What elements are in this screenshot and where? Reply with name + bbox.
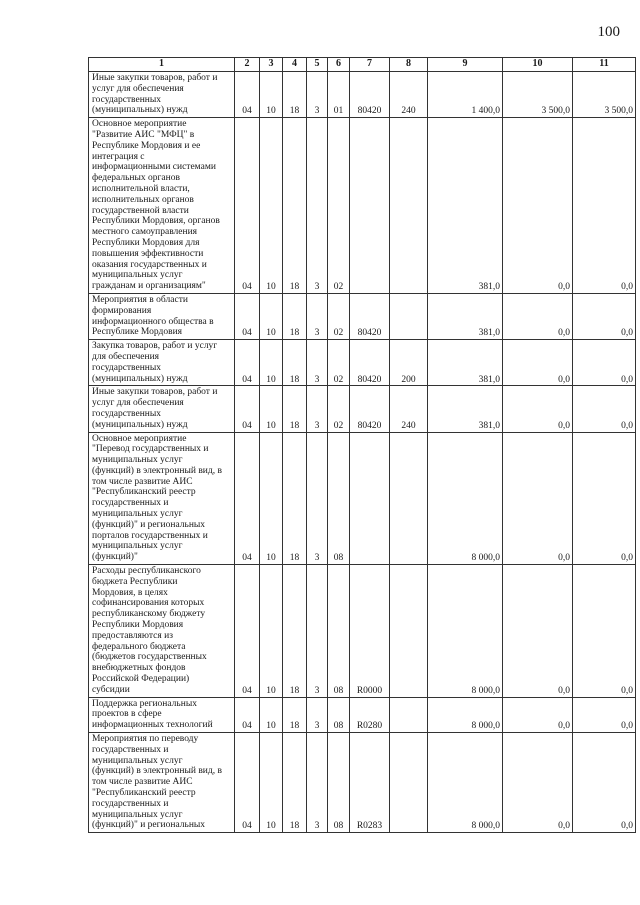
cell-col-6: 02 [328, 118, 350, 294]
row-description [89, 386, 235, 432]
row-description [89, 118, 235, 294]
column-header: 8 [390, 58, 428, 72]
cell-col-9: 1 400,0 [428, 72, 503, 118]
cell-col-10: 0,0 [503, 340, 573, 386]
cell-col-3: 10 [260, 118, 283, 294]
cell-col-9: 381,0 [428, 118, 503, 294]
cell-col-11: 0,0 [573, 565, 636, 698]
table-header-row [89, 58, 636, 72]
cell-col-3: 10 [260, 565, 283, 698]
cell-col-8: 200 [390, 340, 428, 386]
row-description [89, 697, 235, 732]
cell-col-5: 3 [307, 565, 328, 698]
cell-col-11: 0,0 [573, 432, 636, 565]
cell-col-4: 18 [283, 432, 307, 565]
row-description [89, 72, 235, 118]
cell-col-4: 18 [283, 72, 307, 118]
cell-col-6: 08 [328, 697, 350, 732]
cell-col-11: 0,0 [573, 118, 636, 294]
cell-col-7: 80420 [350, 386, 390, 432]
cell-col-9: 381,0 [428, 386, 503, 432]
cell-col-3: 10 [260, 386, 283, 432]
cell-col-6: 02 [328, 386, 350, 432]
column-header: 11 [573, 58, 636, 72]
cell-col-7: R0280 [350, 697, 390, 732]
cell-col-9: 381,0 [428, 293, 503, 339]
row-description-text: Мероприятия в области формирования информационного общества в Республике Мордовия [92, 294, 214, 338]
cell-col-6: 08 [328, 733, 350, 833]
column-header: 1 [89, 58, 235, 72]
cell-col-10: 0,0 [503, 386, 573, 432]
page-number: 100 [597, 24, 620, 40]
column-header: 10 [503, 58, 573, 72]
cell-col-2: 04 [235, 733, 260, 833]
cell-col-7: 80420 [350, 72, 390, 118]
cell-col-8: 240 [390, 72, 428, 118]
table-row [89, 293, 636, 339]
cell-col-8 [390, 733, 428, 833]
cell-col-4: 18 [283, 340, 307, 386]
row-description-text: Иные закупки товаров, работ и услуг для обеспечения государственных (муниципальных) нужд [92, 73, 218, 116]
cell-col-11: 3 500,0 [573, 72, 636, 118]
cell-col-4: 18 [283, 293, 307, 339]
row-description-text: Мероприятия по переводу государственных и муниципальных услуг (функций) в электронный вид, в том числе развитие АИС "Республиканский реестр государственных и муниципальных услуг (функций)" и региональных [92, 734, 222, 831]
cell-col-2: 04 [235, 293, 260, 339]
cell-col-10: 0,0 [503, 118, 573, 294]
table-row [89, 118, 636, 294]
cell-col-3: 10 [260, 340, 283, 386]
table-row [89, 565, 636, 698]
cell-col-5: 3 [307, 293, 328, 339]
cell-col-2: 04 [235, 72, 260, 118]
table-row [89, 72, 636, 118]
cell-col-11: 0,0 [573, 293, 636, 339]
table-row [89, 386, 636, 432]
cell-col-5: 3 [307, 340, 328, 386]
cell-col-5: 3 [307, 432, 328, 565]
cell-col-4: 18 [283, 733, 307, 833]
cell-col-5: 3 [307, 118, 328, 294]
cell-col-2: 04 [235, 565, 260, 698]
cell-col-10: 0,0 [503, 432, 573, 565]
cell-col-4: 18 [283, 118, 307, 294]
cell-col-5: 3 [307, 386, 328, 432]
cell-col-9: 8 000,0 [428, 733, 503, 833]
cell-col-8 [390, 118, 428, 294]
cell-col-8: 240 [390, 386, 428, 432]
cell-col-3: 10 [260, 697, 283, 732]
cell-col-2: 04 [235, 697, 260, 732]
cell-col-7: 80420 [350, 293, 390, 339]
cell-col-10: 3 500,0 [503, 72, 573, 118]
cell-col-8 [390, 293, 428, 339]
cell-col-7 [350, 118, 390, 294]
cell-col-3: 10 [260, 733, 283, 833]
row-description-text: Поддержка региональных проектов в сфере информационных технологий [92, 698, 213, 731]
cell-col-11: 0,0 [573, 386, 636, 432]
cell-col-6: 08 [328, 565, 350, 698]
cell-col-5: 3 [307, 72, 328, 118]
cell-col-2: 04 [235, 118, 260, 294]
cell-col-9: 8 000,0 [428, 697, 503, 732]
cell-col-10: 0,0 [503, 697, 573, 732]
cell-col-5: 3 [307, 733, 328, 833]
row-description-text: Расходы республиканского бюджета Республики Мордовия, в целях софинансирования которых республиканскому бюджету Республики Мордовия предоставляются из федерального бюджета (бюджетов государственных внебюджетных фондов Российской Федерации) субсидии [92, 566, 207, 695]
column-header: 3 [260, 58, 283, 72]
cell-col-9: 8 000,0 [428, 432, 503, 565]
cell-col-8 [390, 565, 428, 698]
column-header: 6 [328, 58, 350, 72]
cell-col-10: 0,0 [503, 565, 573, 698]
cell-col-6: 02 [328, 340, 350, 386]
row-description-text: Иные закупки товаров, работ и услуг для обеспечения государственных (муниципальных) нужд [92, 387, 218, 430]
cell-col-9: 381,0 [428, 340, 503, 386]
cell-col-7: R0000 [350, 565, 390, 698]
cell-col-8 [390, 432, 428, 565]
cell-col-6: 08 [328, 432, 350, 565]
column-header: 4 [283, 58, 307, 72]
row-description [89, 340, 235, 386]
cell-col-10: 0,0 [503, 733, 573, 833]
cell-col-2: 04 [235, 432, 260, 565]
cell-col-6: 01 [328, 72, 350, 118]
column-header: 5 [307, 58, 328, 72]
budget-table [88, 57, 636, 833]
column-header: 9 [428, 58, 503, 72]
cell-col-6: 02 [328, 293, 350, 339]
cell-col-3: 10 [260, 72, 283, 118]
cell-col-2: 04 [235, 386, 260, 432]
cell-col-2: 04 [235, 340, 260, 386]
cell-col-5: 3 [307, 697, 328, 732]
cell-col-11: 0,0 [573, 340, 636, 386]
row-description [89, 733, 235, 833]
cell-col-7: 80420 [350, 340, 390, 386]
row-description [89, 565, 235, 698]
table-row [89, 697, 636, 732]
row-description-text: Закупка товаров, работ и услуг для обеспечения государственных (муниципальных) нужд [92, 341, 218, 384]
cell-col-11: 0,0 [573, 733, 636, 833]
cell-col-4: 18 [283, 697, 307, 732]
cell-col-4: 18 [283, 565, 307, 698]
cell-col-8 [390, 697, 428, 732]
cell-col-3: 10 [260, 293, 283, 339]
row-description-text: Основное мероприятие "Развитие АИС "МФЦ" в Республике Мордовия и ее интеграция с информационными системами федеральных органов исполнительной власти, исполнительных органов государственной власти Республики Мордовия, органов местного самоуправления Республики Мордовия для повышения эффективности оказания государственных и муниципальных услуг гражданам и организациям" [92, 119, 220, 292]
row-description [89, 293, 235, 339]
cell-col-7: R0283 [350, 733, 390, 833]
cell-col-11: 0,0 [573, 697, 636, 732]
row-description [89, 432, 235, 565]
column-header: 2 [235, 58, 260, 72]
column-header: 7 [350, 58, 390, 72]
row-description-text: Основное мероприятие "Перевод государственных и муниципальных услуг (функций) в электронный вид, в том числе развитие АИС "Республиканский реестр государственных и муниципальных услуг (функций)" и региональных порталов государственных и муниципальных услуг (функций)" [92, 433, 222, 563]
table-row [89, 733, 636, 833]
cell-col-10: 0,0 [503, 293, 573, 339]
cell-col-9: 8 000,0 [428, 565, 503, 698]
table-row [89, 432, 636, 565]
cell-col-7 [350, 432, 390, 565]
cell-col-4: 18 [283, 386, 307, 432]
table-row [89, 340, 636, 386]
cell-col-3: 10 [260, 432, 283, 565]
